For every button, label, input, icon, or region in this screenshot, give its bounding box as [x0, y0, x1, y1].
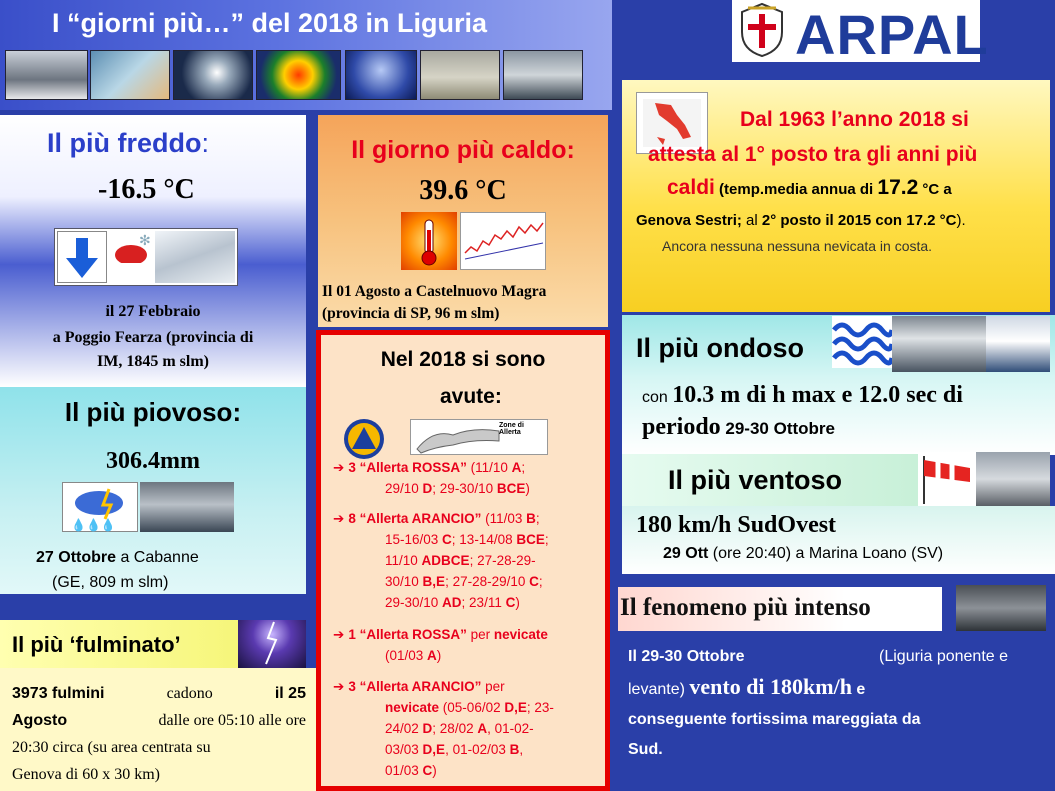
summary-temp-label: (temp.media annua di	[714, 181, 878, 198]
photo-city-wind	[976, 452, 1050, 506]
photo-snow-town	[5, 50, 88, 100]
alert-zone: A	[427, 648, 437, 663]
windiest-date: 29 Ott	[663, 545, 709, 562]
windsock-icon	[918, 452, 976, 506]
photo-rainbow	[420, 50, 500, 100]
lightning-month: Agosto	[12, 712, 68, 729]
radar-map	[256, 50, 341, 100]
alert-date: 15-16/03	[385, 532, 443, 547]
alert-date: 29/10	[385, 481, 423, 496]
alert-date: (01/03	[385, 648, 428, 663]
waves-line-2	[642, 414, 835, 441]
alert-zone: ADBCE	[421, 553, 470, 568]
alert-zone: AD	[442, 595, 462, 610]
intense-area: (Liguria ponente e	[879, 648, 1008, 665]
summary-end: ).	[956, 212, 966, 229]
hottest-value: 39.6 °C	[419, 175, 507, 206]
liguria-crest-icon	[738, 2, 786, 58]
summary-caldi: caldi	[667, 176, 715, 199]
summary-line-2: attesta al 1° posto tra gli anni più	[648, 143, 978, 166]
thermometer-icon	[401, 212, 457, 270]
intense-area-2: levante)	[628, 681, 690, 698]
alert-zone: A	[477, 721, 488, 736]
svg-text:✻: ✻	[139, 232, 151, 248]
alert-zone: C	[529, 574, 539, 589]
photo-frost	[155, 231, 235, 283]
alert-date: (11/03	[481, 511, 527, 526]
intense-text	[628, 642, 1008, 765]
summary-line-1: Dal 1963 l’anno 2018 si	[740, 108, 969, 131]
windiest-value: 180 km/h SudOvest	[636, 512, 837, 538]
liguria-map-icon	[413, 421, 503, 455]
alert-date: ; 13-14/08	[451, 532, 517, 547]
lightning-title: Il più ‘fulminato’	[12, 632, 181, 657]
alert-zone: B	[526, 511, 536, 526]
alert-date: ; 27-28-29/10	[445, 574, 530, 589]
alert-zone: D	[422, 481, 433, 496]
alert-zone: B	[509, 742, 520, 757]
alert-zone: D	[422, 721, 433, 736]
satellite-cloud	[173, 50, 253, 100]
alert-date: (05-06/02	[439, 700, 505, 715]
alert-label: 8 “Allerta ARANCIO”	[348, 511, 482, 526]
intense-line-1	[628, 642, 1008, 672]
intense-and: e	[851, 681, 866, 698]
waves-title: Il più ondoso	[636, 333, 804, 363]
photo-storm-clouds	[956, 585, 1046, 631]
alert-item	[333, 508, 540, 529]
lightning-count: 3973 fulmini	[12, 685, 105, 702]
alert-zone: D,E	[422, 742, 446, 757]
coldest-icons	[54, 228, 238, 286]
alert-zone: A	[511, 460, 522, 475]
alert-date: 24/02	[385, 721, 423, 736]
windiest-date-line	[663, 545, 943, 563]
alert-item	[385, 697, 554, 718]
alert-type: nevicate	[493, 627, 548, 642]
alert-date: 01/03	[385, 763, 423, 778]
alert-type: nevicate	[385, 700, 440, 715]
alert-item	[385, 739, 523, 760]
waves-line-1	[642, 382, 963, 409]
lightning-line-1	[12, 680, 306, 707]
coldest-title-text: Il più freddo	[47, 128, 202, 158]
alert-date: ; 23/11	[461, 595, 506, 610]
alert-item	[385, 478, 530, 499]
alert-date: 30/10	[385, 574, 423, 589]
hottest-title: Il giorno più caldo:	[351, 136, 575, 164]
waves-date: 29-30 Ottobre	[720, 419, 835, 438]
rainiest-value: 306.4mm	[106, 448, 200, 474]
waves-con: con	[642, 389, 673, 406]
windiest-place: (ore 20:40) a Marina Loano (SV)	[708, 545, 944, 562]
rainiest-place-2: (GE, 809 m slm)	[52, 574, 169, 591]
alert-sep: ;	[538, 574, 543, 589]
lightning-line-3: 20:30 circa (su area centrata su	[12, 739, 211, 756]
waves-height: 10.3 m di h max e 12.0 sec di	[672, 382, 963, 408]
summary-al: al	[741, 212, 762, 229]
coldest-date: il 27 Febbraio	[105, 303, 201, 320]
intense-line-3: conseguente fortissima mareggiata da	[628, 711, 921, 728]
alert-zone: C	[505, 595, 516, 610]
lightning-line-4: Genova di 60 x 30 km)	[12, 766, 160, 783]
alert-sep: ,	[519, 742, 524, 757]
intense-line-4: Sud.	[628, 741, 663, 758]
alert-item	[385, 718, 534, 739]
summary-line-3	[667, 176, 952, 200]
intense-wind: vento di 180km/h	[689, 674, 852, 699]
alert-sep: ;	[535, 511, 540, 526]
alert-date: , 01-02/03	[445, 742, 510, 757]
alert-zone: BCE	[496, 481, 526, 496]
alert-sep: ;	[544, 532, 549, 547]
waves-icon	[832, 316, 892, 368]
alert-sep: )	[432, 763, 437, 778]
lightning-map	[345, 50, 417, 100]
lightning-verb: cadono	[166, 685, 213, 702]
waves-period: periodo	[642, 414, 721, 440]
snow-cloud-icon	[109, 231, 153, 283]
alert-item	[385, 645, 441, 666]
photo-wave-splash	[986, 316, 1050, 372]
alert-date: 03/03	[385, 742, 423, 757]
temperature-graph	[460, 212, 546, 270]
alert-date: ; 23-	[526, 700, 554, 715]
alert-date: per	[481, 679, 505, 694]
alert-item	[385, 529, 549, 550]
rainiest-date-line	[36, 549, 199, 567]
alert-sep: )	[525, 481, 530, 496]
logo-text: ARPAL	[795, 3, 989, 66]
alert-date: (11/10	[466, 460, 512, 475]
alert-sep: )	[436, 648, 442, 663]
alerts-title-1: Nel 2018 si sono	[380, 348, 546, 371]
alert-date: , 01-02-	[487, 721, 534, 736]
lightning-time: dalle ore 05:10 alle ore	[158, 712, 306, 729]
alert-sep: ;	[521, 460, 526, 475]
alert-item	[333, 676, 505, 697]
lightning-line-2	[12, 707, 306, 734]
coldest-value: -16.5 °C	[98, 174, 195, 205]
alert-date: ; 27-28-29-	[469, 553, 536, 568]
alert-date: per	[466, 627, 494, 642]
coldest-title-colon: :	[201, 128, 210, 158]
map-satellite	[90, 50, 170, 100]
photo-rain	[140, 482, 234, 532]
rainiest-title: Il più piovoso:	[64, 397, 242, 427]
alert-label: 1 “Allerta ROSSA”	[348, 627, 467, 642]
alert-zones-label: Zone di Allerta	[499, 422, 524, 436]
alert-item	[385, 592, 520, 613]
alert-zone: BCE	[516, 532, 545, 547]
alert-zone: C	[442, 532, 452, 547]
hottest-place-2: (provincia di SP, 96 m slm)	[322, 305, 500, 322]
alert-item	[385, 550, 536, 571]
down-arrow-icon	[57, 231, 107, 283]
lightning-icon	[238, 620, 306, 668]
summary-line-4	[636, 212, 966, 229]
alert-date: ; 29-30/10	[432, 481, 497, 496]
civil-protection-icon	[344, 419, 384, 459]
photo-storm-wave	[892, 316, 986, 372]
rainiest-date: 27 Ottobre	[36, 549, 117, 566]
alert-zone: D,E	[504, 700, 527, 715]
intense-title: Il fenomeno più intenso	[620, 594, 871, 621]
alert-zone: C	[422, 763, 433, 778]
svg-text:💧💧💧: 💧💧💧	[71, 518, 116, 532]
summary-line-5: Ancora nessuna nessuna nevicata in costa.	[662, 238, 933, 254]
alert-label: 3 “Allerta ROSSA”	[348, 460, 467, 475]
alert-date: ; 28/02	[432, 721, 478, 736]
alert-zone: B,E	[422, 574, 446, 589]
alert-date: 11/10	[385, 553, 422, 568]
alert-label: 3 “Allerta ARANCIO”	[348, 679, 482, 694]
alert-sep: )	[515, 595, 520, 610]
windiest-title: Il più ventoso	[668, 465, 843, 495]
lightning-day: il 25	[274, 685, 306, 702]
coldest-place-2: IM, 1845 m slm)	[97, 353, 209, 370]
summary-place: Genova Sestri;	[636, 212, 742, 229]
alert-zones-map	[410, 419, 548, 455]
intense-line-2	[628, 672, 1008, 705]
alert-date: 29-30/10	[385, 595, 443, 610]
page-title: I “giorni più…” del 2018 in Liguria	[52, 8, 488, 38]
coldest-title	[47, 128, 209, 159]
alerts-title-2: avute:	[440, 385, 502, 408]
alert-item	[385, 760, 437, 781]
hottest-place-1: Il 01 Agosto a Castelnuovo Magra	[322, 283, 547, 300]
arrow-right-icon: ➔	[333, 627, 345, 642]
alert-item	[333, 457, 525, 478]
coldest-place-1: a Poggio Fearza (provincia di	[52, 329, 254, 346]
summary-second: 2° posto il 2015 con 17.2 °C	[761, 212, 957, 229]
summary-temp-value: 17.2	[877, 176, 919, 199]
lightning-text	[12, 680, 306, 788]
photo-storm-sea	[503, 50, 583, 100]
arrow-right-icon: ➔	[333, 679, 345, 694]
storm-cloud-icon	[62, 482, 138, 532]
summary-temp-unit: °C a	[918, 181, 952, 198]
alert-item	[385, 571, 543, 592]
arrow-right-icon: ➔	[333, 511, 345, 526]
arrow-right-icon: ➔	[333, 460, 345, 475]
alert-item	[333, 624, 548, 645]
rainiest-place-1: a Cabanne	[116, 549, 199, 566]
intense-date: Il 29-30 Ottobre	[628, 648, 745, 665]
